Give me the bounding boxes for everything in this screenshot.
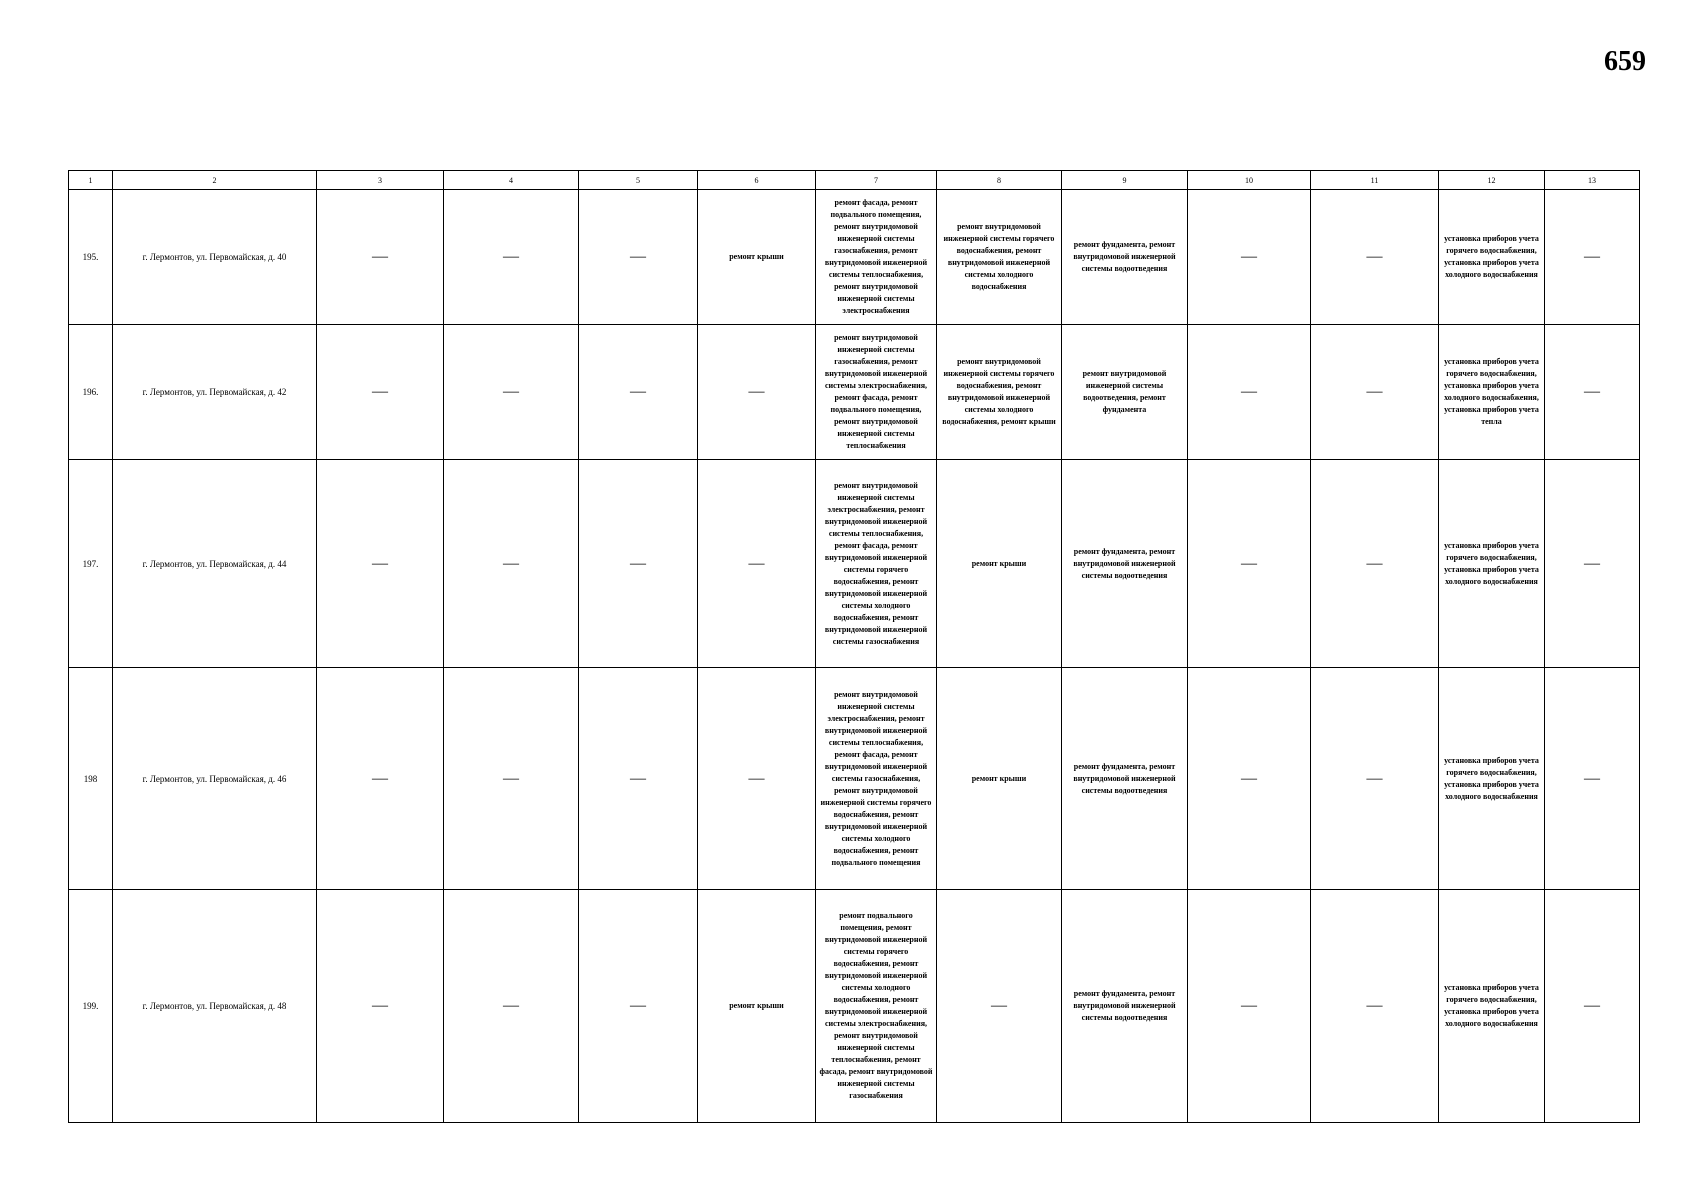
table-cell: — [1545,890,1640,1123]
table-cell: — [317,460,444,668]
column-number-row [69,171,1640,190]
table-cell: ремонт крыши [937,460,1062,668]
table-cell: — [1545,668,1640,890]
page-number: 659 [1604,46,1646,77]
table-cell: ремонт внутридомовой инженерной системы электроснабжения, ремонт внутридомовой инженерной системы теплоснабжения, ремонт фасада, ремонт внутридомовой инженерной системы горячего водоснабжения, ремонт внутридомовой инженерной системы холодного водоснабжения, ремонт внутридомовой инженерной системы газоснабжения [816,460,937,668]
table-cell: ремонт внутридомовой инженерной системы водоотведения, ремонт фундамента [1062,325,1188,460]
table-row [69,668,1640,890]
table-cell: ремонт фасада, ремонт подвального помещения, ремонт внутридомовой инженерной системы газоснабжения, ремонт внутридомовой инженерной системы теплоснабжения, ремонт внутридомовой инженерной системы электроснабжения [816,190,937,325]
table-row [69,460,1640,668]
row-number: 196. [69,325,113,460]
table-cell: ремонт подвального помещения, ремонт внутридомовой инженерной системы горячего водоснабжения, ремонт внутридомовой инженерной системы холодного водоснабжения, ремонт внутридомовой инженерной системы электроснабжения, ремонт внутридомовой инженерной системы теплоснабжения, ремонт фасада, ремонт внутридомовой инженерной системы газоснабжения [816,890,937,1123]
table-cell: — [1188,325,1311,460]
column-header: 1 [69,171,113,190]
row-number: 195. [69,190,113,325]
table-cell: — [1311,460,1439,668]
table-cell: ремонт внутридомовой инженерной системы электроснабжения, ремонт внутридомовой инженерной системы теплоснабжения, ремонт фасада, ремонт внутридомовой инженерной системы газоснабжения, ремонт внутридомовой инженерной системы горячего водоснабжения, ремонт внутридомовой инженерной системы холодного водоснабжения, ремонт подвального помещения [816,668,937,890]
table-cell: — [1545,190,1640,325]
table-cell: ремонт крыши [698,190,816,325]
address-cell: г. Лермонтов, ул. Первомайская, д. 48 [113,890,317,1123]
row-number: 199. [69,890,113,1123]
table-cell: — [317,668,444,890]
table-cell: — [1545,325,1640,460]
column-header: 5 [579,171,698,190]
table-cell: ремонт фундамента, ремонт внутридомовой инженерной системы водоотведения [1062,190,1188,325]
row-number: 197. [69,460,113,668]
table-cell: ремонт внутридомовой инженерной системы горячего водоснабжения, ремонт внутридомовой инженерной системы холодного водоснабжения, ремонт крыши [937,325,1062,460]
table-cell: — [444,890,579,1123]
table-cell: — [698,460,816,668]
row-number: 198 [69,668,113,890]
address-cell: г. Лермонтов, ул. Первомайская, д. 40 [113,190,317,325]
table-cell: — [698,668,816,890]
table-row [69,890,1640,1123]
column-header: 8 [937,171,1062,190]
address-cell: г. Лермонтов, ул. Первомайская, д. 44 [113,460,317,668]
table-cell: — [1188,460,1311,668]
table-cell: ремонт фундамента, ремонт внутридомовой инженерной системы водоотведения [1062,890,1188,1123]
table-cell: — [444,668,579,890]
table-cell: — [698,325,816,460]
column-header: 6 [698,171,816,190]
table-cell: — [444,325,579,460]
address-cell: г. Лермонтов, ул. Первомайская, д. 46 [113,668,317,890]
table-cell: — [1188,190,1311,325]
column-header: 11 [1311,171,1439,190]
column-header: 4 [444,171,579,190]
table-cell: установка приборов учета горячего водоснабжения, установка приборов учета холодного водоснабжения, установка приборов учета тепла [1439,325,1545,460]
table-cell: установка приборов учета горячего водоснабжения, установка приборов учета холодного водоснабжения [1439,460,1545,668]
table-cell: ремонт фундамента, ремонт внутридомовой инженерной системы водоотведения [1062,460,1188,668]
table-cell: — [579,460,698,668]
table-cell: ремонт фундамента, ремонт внутридомовой инженерной системы водоотведения [1062,668,1188,890]
table-cell: — [579,890,698,1123]
column-header: 7 [816,171,937,190]
table-cell: — [444,460,579,668]
table-cell: установка приборов учета горячего водоснабжения, установка приборов учета холодного водоснабжения [1439,890,1545,1123]
table-cell: ремонт внутридомовой инженерной системы газоснабжения, ремонт внутридомовой инженерной системы электроснабжения, ремонт фасада, ремонт подвального помещения, ремонт внутридомовой инженерной системы теплоснабжения [816,325,937,460]
column-header: 2 [113,171,317,190]
table-cell: — [1188,890,1311,1123]
table-row [69,190,1640,325]
table-cell: — [1311,325,1439,460]
table-cell: — [317,325,444,460]
table-cell: — [1188,668,1311,890]
address-cell: г. Лермонтов, ул. Первомайская, д. 42 [113,325,317,460]
column-header: 12 [1439,171,1545,190]
table-cell: — [317,890,444,1123]
table-row [69,325,1640,460]
table-cell: установка приборов учета горячего водоснабжения, установка приборов учета холодного водоснабжения [1439,668,1545,890]
table-cell: — [444,190,579,325]
table-cell: ремонт внутридомовой инженерной системы горячего водоснабжения, ремонт внутридомовой инженерной системы холодного водоснабжения [937,190,1062,325]
table-cell: — [317,190,444,325]
table-cell: — [579,325,698,460]
table-cell: — [1311,190,1439,325]
column-header: 10 [1188,171,1311,190]
column-header: 9 [1062,171,1188,190]
table-cell: установка приборов учета горячего водоснабжения, установка приборов учета холодного водоснабжения [1439,190,1545,325]
column-header: 13 [1545,171,1640,190]
table-cell: ремонт крыши [937,668,1062,890]
table-cell: — [937,890,1062,1123]
table-cell: — [1311,668,1439,890]
repair-schedule-table [68,170,1640,1123]
table-cell: ремонт крыши [698,890,816,1123]
table-cell: — [579,668,698,890]
column-header: 3 [317,171,444,190]
table-cell: — [1545,460,1640,668]
table-cell: — [579,190,698,325]
table-cell: — [1311,890,1439,1123]
